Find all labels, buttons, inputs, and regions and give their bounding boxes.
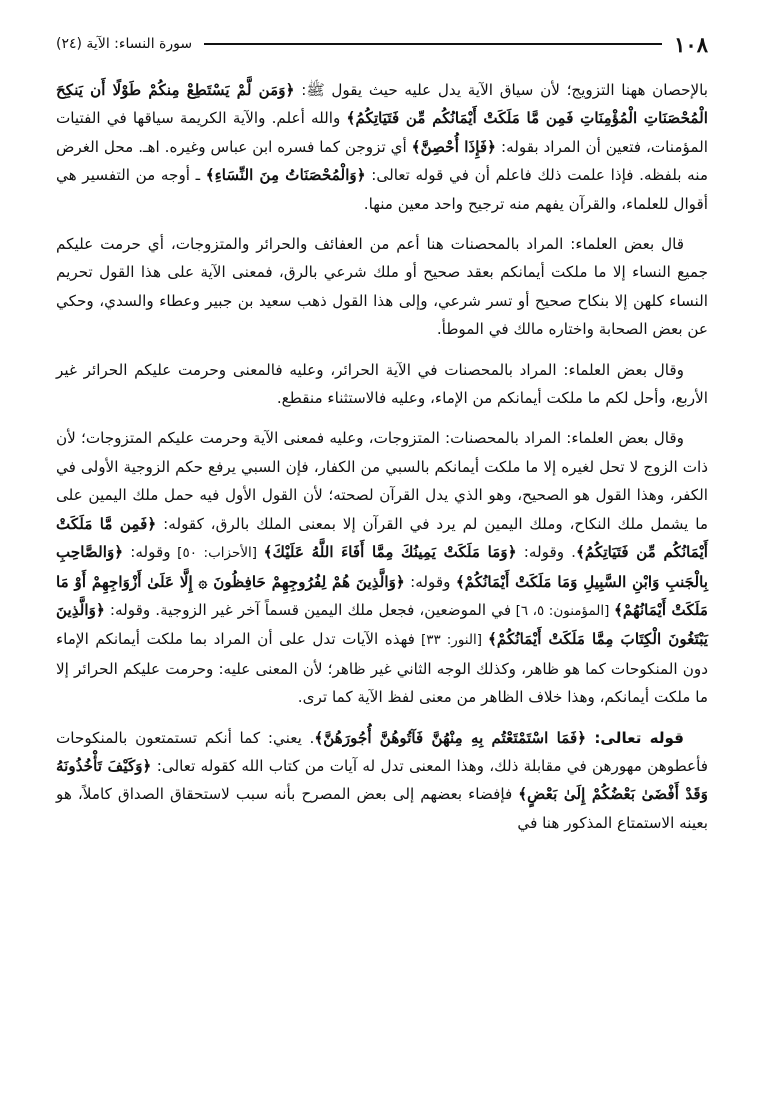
body-text: وقال بعض العلماء: المراد بالمحصنات في الآية الحرائر، وعليه فالمعنى وحرمت عليكم الحرائر غير الأربع، وأحل لكم ما ملكت أيمانكم من الإماء، وعليه فالاستثناء منقطع. — [56, 360, 708, 408]
body-text: وقال بعض العلماء: المراد بالمحصنات: المتزوجات، وعليه فمعنى الآية وحرمت عليكم المتزوجات؛ لأن ذات الزوج لا تحل لغيره إلا ما ملكت أيمانكم بالسبي من الكفار، فإن السبي يرفع حكم الزوجية الأولى في الكفر، وهذا القول هو الصحيح، وهو الذي يدل القرآن لصحته؛ لأن القول الأول فيه حمل ملك اليمين على ما يشمل ملك النكاح، وملك اليمين لم يرد في القرآن إلا بمعنى الملك بالرق، كقوله: — [56, 429, 708, 533]
quran-verse: ﴿فَإِذَا أُحْصِنَّ﴾ — [411, 137, 497, 156]
page-header — [56, 30, 708, 58]
body-text: . يعني: كما أنكم تستمتعون بالمنكوحات فأعطوهن مهورهن في مقابلة ذلك، وهذا المعنى تدل له آيات من كتاب الله كقوله تعالى: — [56, 728, 708, 775]
page-body — [56, 76, 708, 837]
page-number: ١٠٨ — [674, 31, 708, 57]
book-page — [56, 30, 708, 1090]
section-lead: قوله تعالى: — [586, 728, 684, 747]
quran-verse: ﴿وَالْمُحْصَنَاتُ مِنَ النِّسَاءِ﴾ — [205, 166, 366, 185]
paragraph-p2 — [56, 230, 708, 344]
quran-verse: ﴿فَمَا اسْتَمْتَعْتُم بِهِ مِنْهُنَّ فَآتُوهُنَّ أُجُورَهُنَّ﴾ — [314, 728, 587, 747]
body-text: والله أعلم. والآية الكريمة سياقها في الفتيات المؤمنات، فتعين أن المراد بقوله: — [56, 109, 708, 156]
body-text: . وقوله: — [516, 543, 576, 562]
paragraph-p5 — [56, 724, 708, 838]
header-rule — [204, 43, 662, 45]
body-text: وقوله: — [404, 572, 456, 591]
running-head: سورة النساء: الآية (٢٤) — [56, 36, 193, 52]
body-text: قال بعض العلماء: المراد بالمحصنات هنا أعم من العفائف والحرائر والمتزوجات، أي حرمت عليكم جميع النساء إلا ما ملكت أيمانكم بعقد صحيح أو ملك شرعي بالرق، فمعنى الآية على هذا القول تحريم النساء كلهن إلا بنكاح صحيح أو تسر شرعي، وإلى هذا القول ذهب سعيد بن جبير وعطاء والسدي، وحكي عن بعض الصحابة واختاره مالك في الموطأ. — [56, 235, 708, 339]
quran-verse: ﴿وَالَّذِينَ هُمْ لِفُرُوجِهِمْ حَافِظُونَ ۞ إِلَّا عَلَىٰ أَزْوَاجِهِمْ أَوْ مَا مَلَكَتْ أَيْمَانُهُمْ﴾ — [56, 572, 709, 619]
body-text: أي تزوجن كما فسره ابن عباس وغيره. اهـ. محل الغرض منه بلفظه. فإذا علمت ذلك فاعلم أن في قوله تعالى: — [56, 137, 709, 185]
quran-verse: ﴿وَمَا مَلَكَتْ يَمِينُكَ مِمَّا أَفَاءَ اللَّهُ عَلَيْكَ﴾ — [263, 543, 517, 562]
body-text: بالإحصان ههنا التزويج؛ لأن سياق الآية يدل عليه حيث يقول ﷺ: — [294, 81, 708, 99]
quran-verse: ﴿وَالَّذِينَ يَبْتَغُونَ الْكِتَابَ مِمَّا مَلَكَتْ أَيْمَانُكُمْ﴾ — [56, 600, 708, 649]
quran-verse: ﴿وَالصَّاحِبِ بِالْجَنبِ وَابْنِ السَّبِيلِ وَمَا مَلَكَتْ أَيْمَانُكُمْ﴾ — [56, 543, 709, 591]
quran-verse: ﴿وَمَن لَّمْ يَسْتَطِعْ مِنكُمْ طَوْلًا أَن يَنكِحَ الْمُحْصَنَاتِ الْمُؤْمِنَاتِ فَمِن مَّا مَلَكَتْ أَيْمَانُكُم مِّن فَتَيَاتِكُمُ﴾ — [56, 81, 708, 128]
verse-reference: [الأحزاب: ٥٠] — [170, 545, 264, 562]
verse-reference: [المؤمنون: ٥، ٦] — [511, 602, 614, 619]
body-text: وقوله: — [123, 543, 171, 562]
body-text: ـ أوجه من التفسير هي أقوال للعلماء، والقرآن يفهم منه ترجيح واحد معين منها. — [56, 166, 708, 213]
paragraph-p3 — [56, 356, 708, 413]
body-text: فهذه الآيات تدل على أن المراد بما ملكت أيمانكم الإماء دون المنكوحات كما هو ظاهر، وكذلك الوجه الثاني غير ظاهر؛ لأن المعنى عليه: وحرمت عليكم الحرائر إلا ما ملكت أيمانكم، وهذا خلاف الظاهر من معنى لفظ الآية كما ترى. — [56, 630, 708, 707]
paragraph-p1 — [56, 76, 708, 218]
paragraph-p4 — [56, 424, 708, 711]
body-text: فإفضاء بعضهم إلى بعض المصرح بأنه سبب لاستحقاق الصداق كاملاً، هو بعينه الاستمتاع المذكور هنا في — [56, 785, 708, 832]
body-text: في الموضعين، فجعل ملك اليمين قسماً آخر غير الزوجية. وقوله: — [104, 600, 512, 619]
quran-verse: ﴿وَكَيْفَ تَأْخُذُونَهُ وَقَدْ أَفْضَىٰ بَعْضُكُمْ إِلَىٰ بَعْضٍ﴾ — [56, 756, 708, 804]
quran-verse: ﴿فَمِن مَّا مَلَكَتْ أَيْمَانُكُم مِّن فَتَيَاتِكُمُ﴾ — [56, 514, 709, 562]
verse-reference: [النور: ٣٣] — [414, 632, 489, 649]
